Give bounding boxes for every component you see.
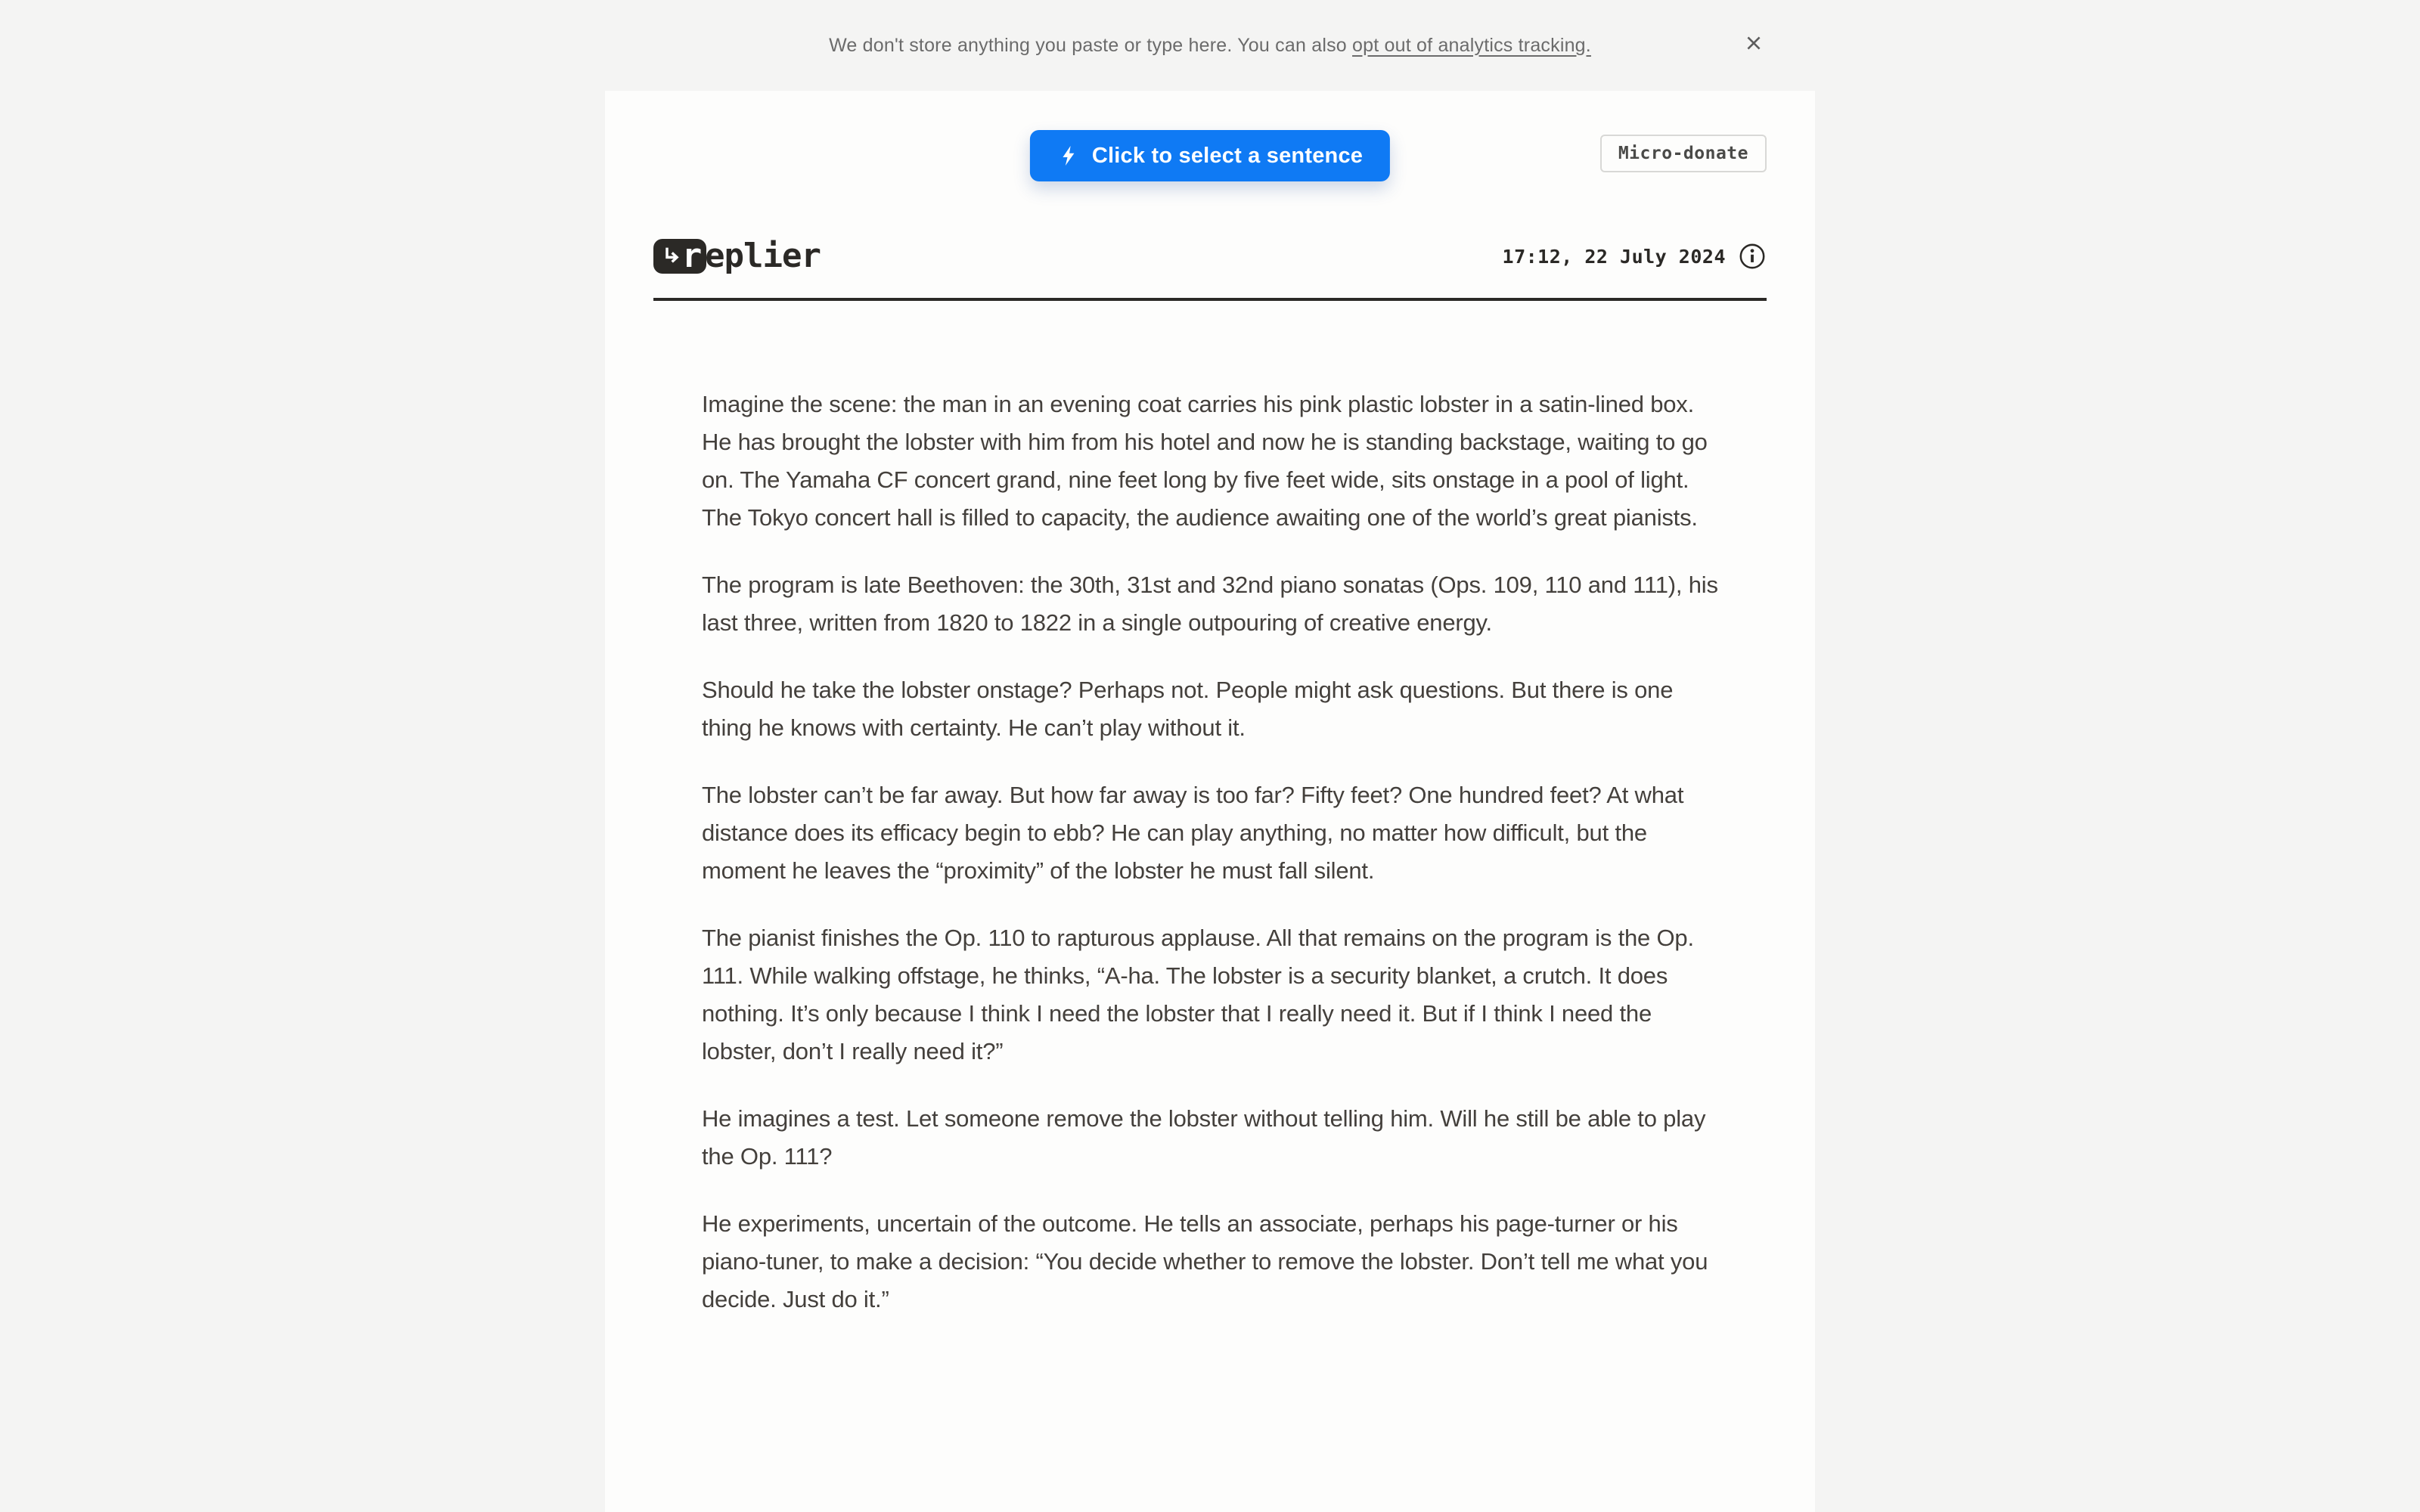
paragraph[interactable]: He imagines a test. Let someone remove the lobster without telling him. Will he still be able to play the Op. 111? xyxy=(702,1105,1706,1170)
paragraph[interactable]: Imagine the scene: the man in an evening coat carries his pink plastic lobster in a satin-lined box. He has brought the lobster with him from his hotel and now he is standing backstage, waiting to go on. The Yamaha CF concert grand, nine feet long by five feet wide, sits onstage in a pool of light. The Tokyo concert hall is filled to capacity, the audience awaiting one of the world’s great pianists. xyxy=(702,391,1708,531)
opt-out-link[interactable]: opt out of analytics tracking. xyxy=(1352,34,1591,56)
document-meta xyxy=(1503,242,1767,271)
info-icon xyxy=(1738,242,1767,271)
banner-close-button[interactable] xyxy=(1736,26,1771,60)
paragraph[interactable]: The lobster can’t be far away. But how far away is too far? Fifty feet? One hundred feet? At what distance does its efficacy begin to ebb? He can play anything, no matter how difficult, but the moment he leaves the “proximity” of the lobster he must fall silent. xyxy=(702,782,1684,884)
privacy-message: We don't store anything you paste or type here. You can also xyxy=(829,34,1347,56)
select-sentence-button[interactable] xyxy=(1030,130,1390,181)
timestamp: 17:12, 22 July 2024 xyxy=(1502,245,1726,268)
micro-donate-button[interactable]: Micro-donate xyxy=(1600,135,1767,172)
paragraph[interactable]: The pianist finishes the Op. 110 to rapturous applause. All that remains on the program is the Op. 111. While walking offstage, he thinks, “A-ha. The lobster is a security blanket, a crutch. It does nothing. It’s only because I think I need the lobster that I really need it. But if I think I need the lobster, don’t I really need it?” xyxy=(702,925,1694,1064)
paragraph[interactable]: The program is late Beethoven: the 30th, 31st and 32nd piano sonatas (Ops. 109, 110 and 111), his last three, written from 1820 to 1822 in a single outpouring of creative energy. xyxy=(702,572,1718,636)
logo-text: eplier xyxy=(705,237,821,275)
close-icon xyxy=(1744,33,1764,53)
logo-badge xyxy=(653,239,706,274)
content-card xyxy=(605,91,1815,1512)
logo-badge-letter: r xyxy=(681,237,703,275)
privacy-banner xyxy=(0,0,2420,91)
lightning-icon xyxy=(1057,144,1080,167)
paragraph[interactable]: He experiments, uncertain of the outcome. He tells an associate, perhaps his page-turner or his piano-tuner, to make a decision: “You decide whether to remove the lobster. Don’t tell me what you decide. Just do it.” xyxy=(702,1210,1708,1312)
paragraph[interactable]: Should he take the lobster onstage? Perhaps not. People might ask questions. But there is one thing he knows with certainty. He can’t play without it. xyxy=(702,677,1674,741)
privacy-banner-text xyxy=(829,35,1591,57)
select-sentence-label: Click to select a sentence xyxy=(1091,143,1364,168)
replier-logo[interactable] xyxy=(653,239,821,274)
article-body xyxy=(605,301,1815,1318)
masthead xyxy=(653,91,1767,274)
info-button[interactable] xyxy=(1738,242,1767,271)
